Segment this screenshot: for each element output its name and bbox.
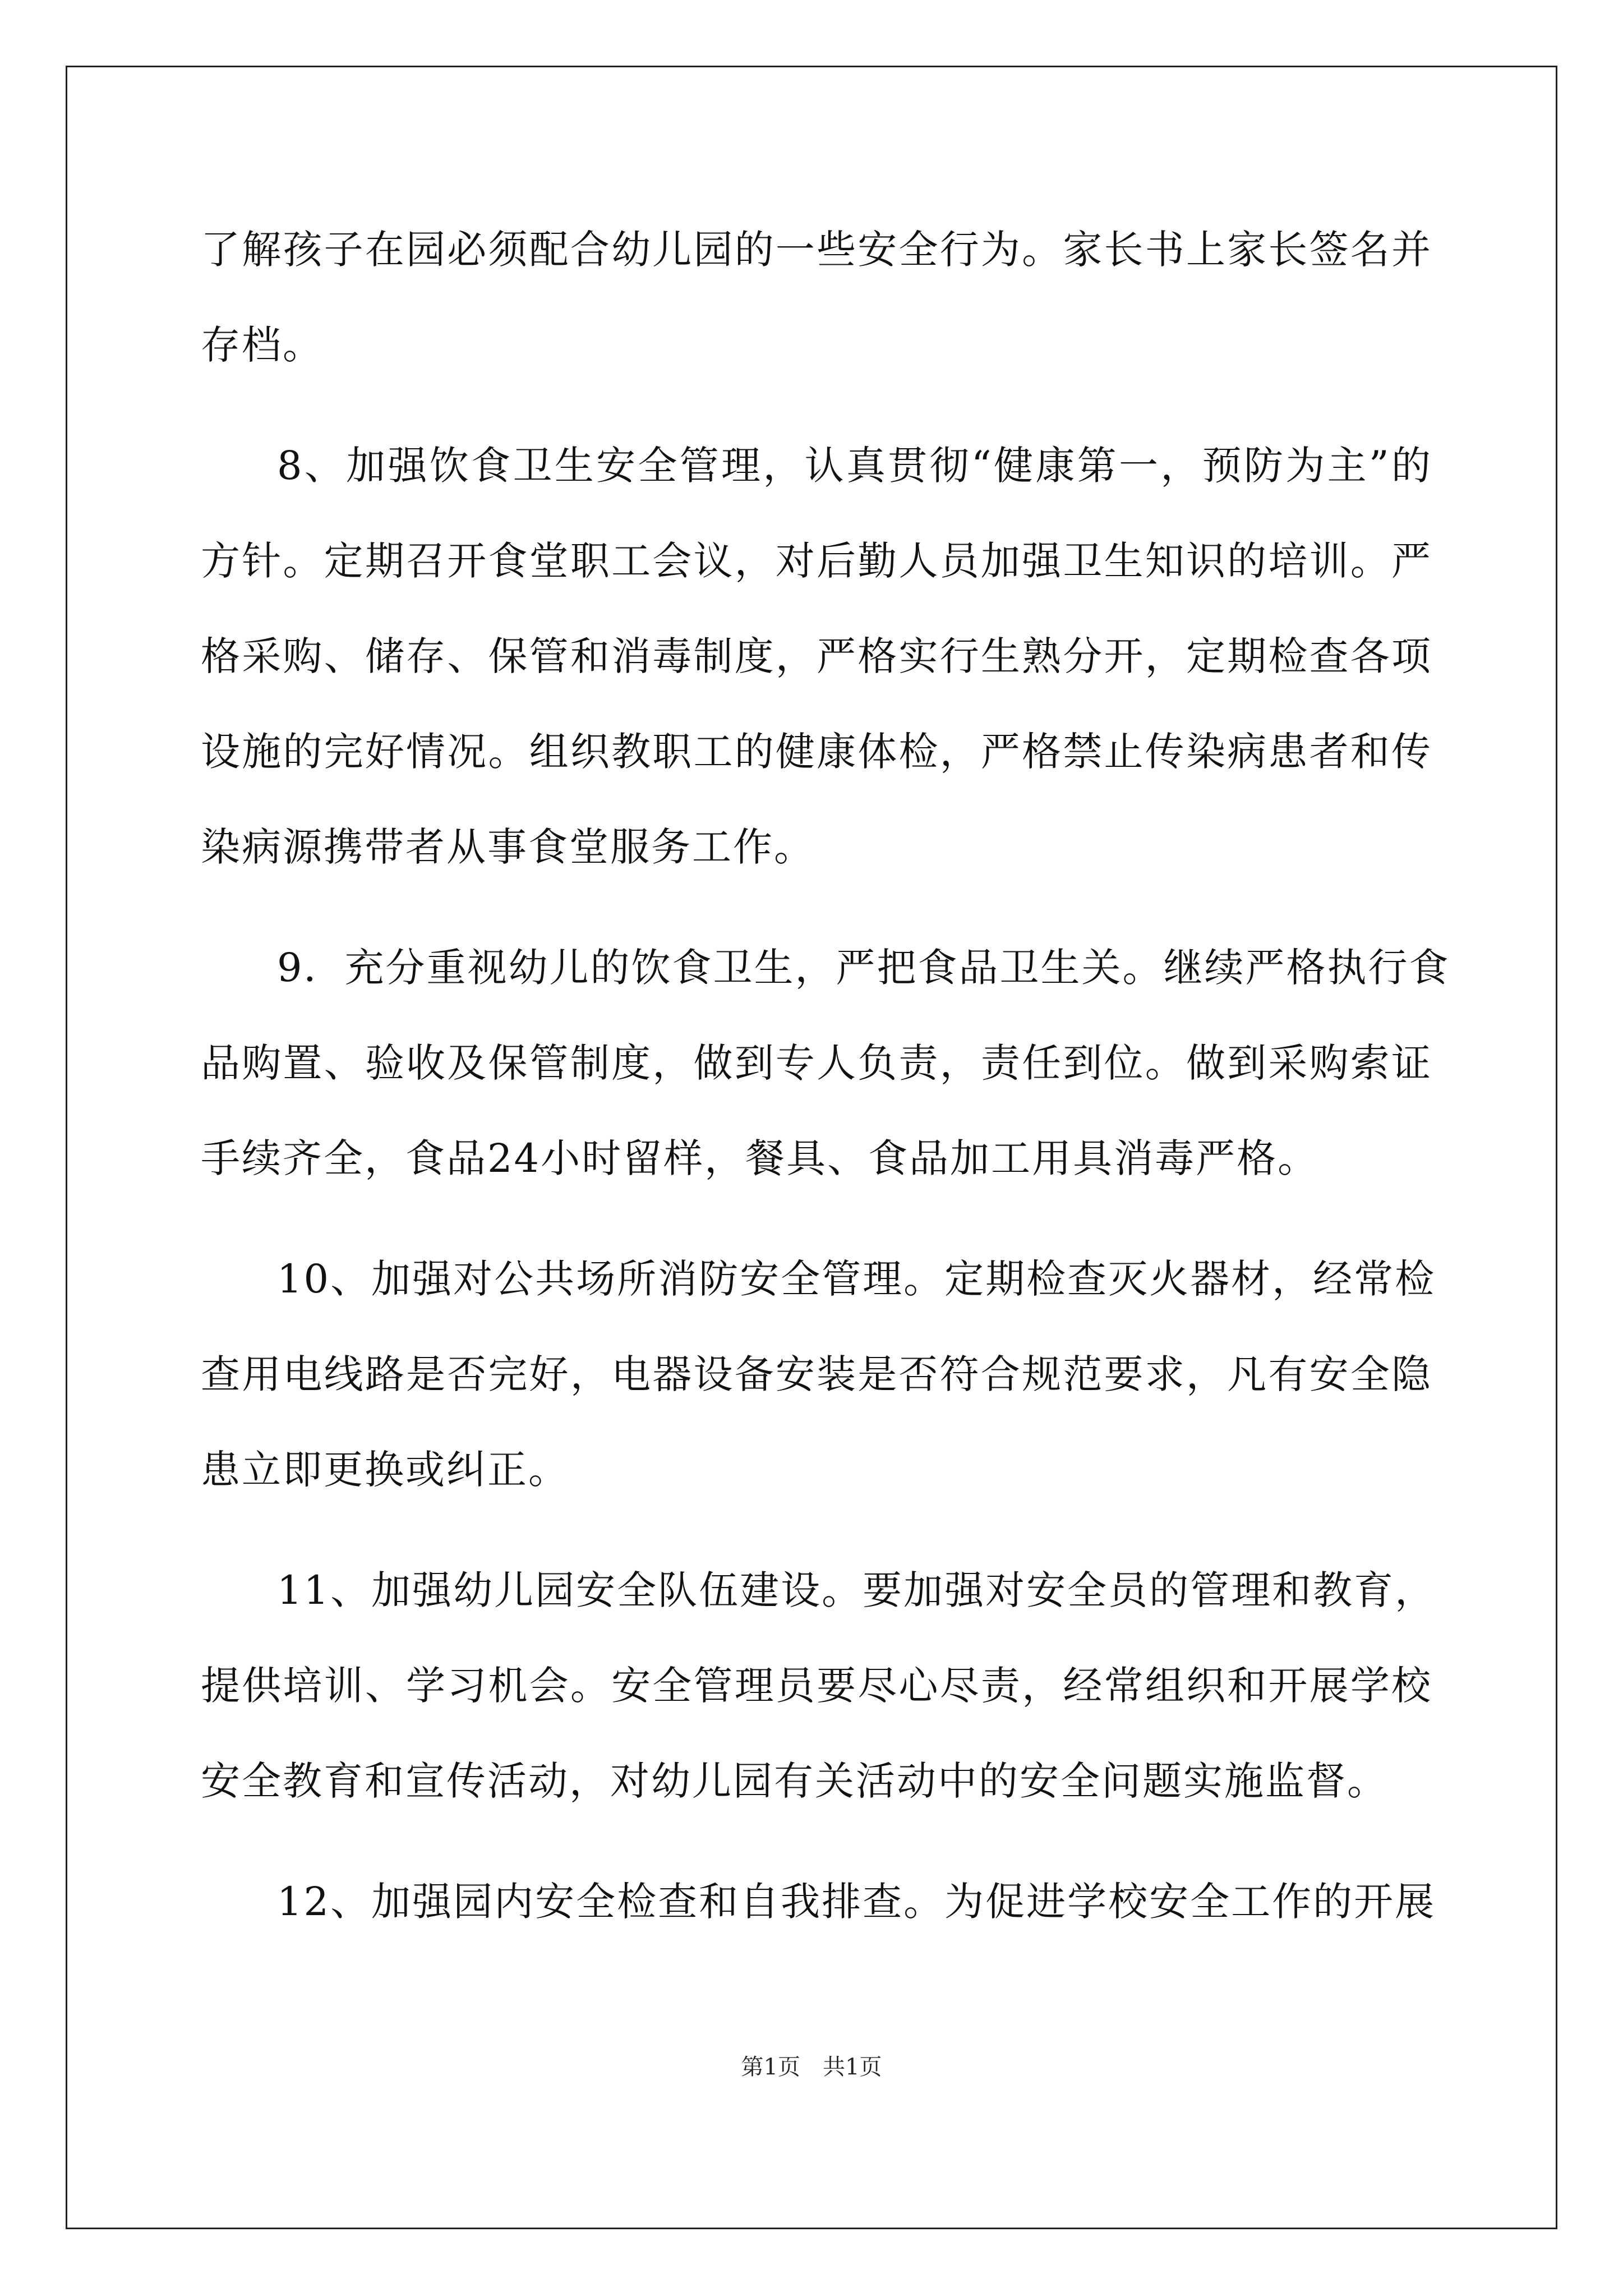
text-line: 染病源携带者从事食堂服务工作。: [201, 824, 815, 870]
paragraph-9-start: 9．充分重视幼儿的饮食卫生，严把食品卫生关。继续严格执行食: [277, 945, 1450, 991]
paragraph-11-start: 11、加强幼儿园安全队伍建设。要加强对安全员的管理和教育，: [277, 1567, 1436, 1613]
paragraph-12-start: 12、加强园内安全检查和自我排查。为促进学校安全工作的开展: [277, 1879, 1436, 1925]
page-number-footer: 第1页 共1页: [741, 2054, 882, 2080]
text-line: 患立即更换或纠正。: [201, 1447, 569, 1493]
text-line: 安全教育和宣传活动，对幼儿园有关活动中的安全问题实施监督。: [201, 1758, 1388, 1804]
text-line: 品购置、验收及保管制度，做到专人负责，责任到位。做到采购索证: [201, 1040, 1432, 1086]
text-line: 手续齐全，食品24小时留样，餐具、食品加工用具消毒严格。: [201, 1135, 1319, 1181]
paragraph-8-start: 8、加强饮食卫生安全管理，认真贯彻“健康第一，预防为主”的: [277, 443, 1432, 489]
paragraph-10-start: 10、加强对公共场所消防安全管理。定期检查灭火器材，经常检: [277, 1256, 1436, 1302]
text-line: 设施的完好情况。组织教职工的健康体检，严格禁止传染病患者和传: [201, 729, 1432, 775]
text-line: 提供培训、学习机会。安全管理员要尽心尽责，经常组织和开展学校: [201, 1663, 1432, 1709]
text-line: 格采购、储存、保管和消毒制度，严格实行生熟分开，定期检查各项: [201, 633, 1432, 679]
text-line: 方针。定期召开食堂职工会议，对后勤人员加强卫生知识的培训。严: [201, 538, 1432, 584]
text-line: 存档。: [201, 322, 324, 368]
text-line: 查用电线路是否完好，电器设备安装是否符合规范要求，凡有安全隐: [201, 1351, 1432, 1397]
text-line: 了解孩子在园必须配合幼儿园的一些安全行为。家长书上家长签名并: [201, 227, 1432, 273]
